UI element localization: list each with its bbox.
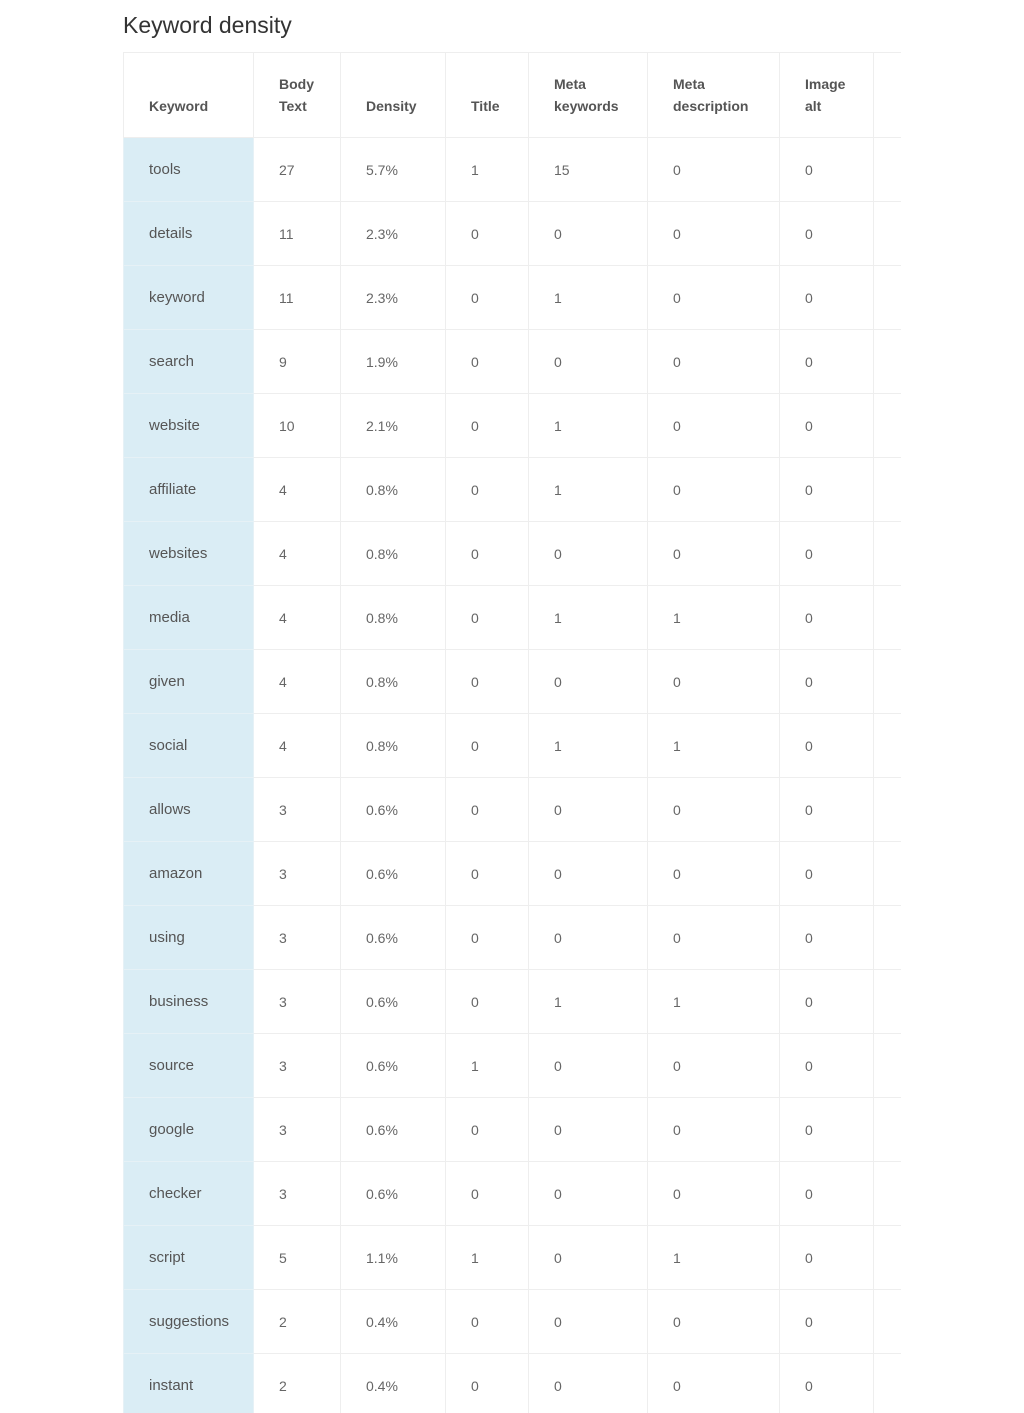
cell-keyword: amazon — [124, 842, 254, 906]
table-scroll-container[interactable] — [123, 52, 901, 1413]
cell-meta-description: 0 — [648, 1162, 780, 1226]
cell-density: 0.8% — [341, 650, 446, 714]
cell-body-text: 4 — [254, 650, 341, 714]
table-row — [124, 522, 902, 586]
cell-body-text: 11 — [254, 202, 341, 266]
cell-density: 2.3% — [341, 202, 446, 266]
cell-meta-description: 0 — [648, 138, 780, 202]
cell-meta-description: 0 — [648, 394, 780, 458]
cell-keyword: source — [124, 1034, 254, 1098]
cell-keyword: checker — [124, 1162, 254, 1226]
cell-image-alt: 0 — [780, 1354, 874, 1413]
cell-meta-description: 0 — [648, 202, 780, 266]
cell-cut-off — [874, 778, 902, 842]
cell-keyword: websites — [124, 522, 254, 586]
cell-body-text: 4 — [254, 458, 341, 522]
cell-cut-off — [874, 330, 902, 394]
cell-image-alt: 0 — [780, 394, 874, 458]
table-row — [124, 266, 902, 330]
cell-image-alt: 0 — [780, 842, 874, 906]
table-row — [124, 394, 902, 458]
cell-body-text: 27 — [254, 138, 341, 202]
cell-meta-keywords: 0 — [529, 1034, 648, 1098]
cell-density: 0.6% — [341, 970, 446, 1034]
cell-title: 1 — [446, 138, 529, 202]
cell-image-alt: 0 — [780, 650, 874, 714]
cell-meta-description: 0 — [648, 458, 780, 522]
cell-density: 2.3% — [341, 266, 446, 330]
cell-title: 0 — [446, 522, 529, 586]
cell-keyword: website — [124, 394, 254, 458]
cell-body-text: 3 — [254, 1034, 341, 1098]
cell-title: 0 — [446, 714, 529, 778]
cell-image-alt: 0 — [780, 1098, 874, 1162]
cell-image-alt: 0 — [780, 906, 874, 970]
cell-body-text: 2 — [254, 1354, 341, 1413]
cell-cut-off — [874, 522, 902, 586]
cell-density: 0.8% — [341, 522, 446, 586]
cell-image-alt: 0 — [780, 586, 874, 650]
cell-density: 0.8% — [341, 586, 446, 650]
table-row — [124, 586, 902, 650]
header-cut-off-column — [874, 53, 902, 138]
cell-image-alt: 0 — [780, 1290, 874, 1354]
cell-meta-description: 1 — [648, 1226, 780, 1290]
cell-density: 0.6% — [341, 1162, 446, 1226]
cell-title: 0 — [446, 1354, 529, 1413]
cell-title: 1 — [446, 1226, 529, 1290]
cell-cut-off — [874, 1354, 902, 1413]
cell-density: 0.6% — [341, 778, 446, 842]
cell-body-text: 3 — [254, 778, 341, 842]
cell-meta-description: 0 — [648, 842, 780, 906]
cell-density: 0.4% — [341, 1290, 446, 1354]
cell-body-text: 4 — [254, 586, 341, 650]
cell-meta-description: 0 — [648, 650, 780, 714]
cell-body-text: 5 — [254, 1226, 341, 1290]
cell-cut-off — [874, 394, 902, 458]
cell-meta-keywords: 0 — [529, 522, 648, 586]
cell-body-text: 3 — [254, 906, 341, 970]
cell-density: 5.7% — [341, 138, 446, 202]
header-keyword[interactable]: Keyword — [124, 53, 254, 138]
cell-meta-description: 0 — [648, 778, 780, 842]
cell-density: 2.1% — [341, 394, 446, 458]
table-row — [124, 906, 902, 970]
cell-keyword: details — [124, 202, 254, 266]
cell-meta-keywords: 0 — [529, 778, 648, 842]
cell-title: 0 — [446, 1290, 529, 1354]
cell-density: 0.6% — [341, 1034, 446, 1098]
cell-keyword: allows — [124, 778, 254, 842]
cell-meta-keywords: 0 — [529, 650, 648, 714]
cell-meta-keywords: 0 — [529, 1226, 648, 1290]
table-header-row — [124, 53, 902, 138]
cell-keyword: using — [124, 906, 254, 970]
table-row — [124, 330, 902, 394]
cell-cut-off — [874, 906, 902, 970]
cell-meta-keywords: 1 — [529, 586, 648, 650]
cell-image-alt: 0 — [780, 1162, 874, 1226]
cell-meta-description: 1 — [648, 970, 780, 1034]
cell-meta-keywords: 0 — [529, 1354, 648, 1413]
cell-image-alt: 0 — [780, 458, 874, 522]
cell-meta-keywords: 15 — [529, 138, 648, 202]
table-row — [124, 1098, 902, 1162]
table-row — [124, 1354, 902, 1413]
cell-meta-description: 1 — [648, 586, 780, 650]
cell-cut-off — [874, 1162, 902, 1226]
cell-cut-off — [874, 714, 902, 778]
cell-body-text: 3 — [254, 970, 341, 1034]
header-density[interactable]: Density — [341, 53, 446, 138]
cell-density: 0.6% — [341, 906, 446, 970]
cell-keyword: search — [124, 330, 254, 394]
cell-meta-description: 0 — [648, 1354, 780, 1413]
table-row — [124, 1162, 902, 1226]
cell-meta-description: 1 — [648, 714, 780, 778]
cell-body-text: 3 — [254, 842, 341, 906]
cell-density: 0.8% — [341, 714, 446, 778]
cell-title: 0 — [446, 1162, 529, 1226]
cell-meta-description: 0 — [648, 1098, 780, 1162]
cell-title: 1 — [446, 1034, 529, 1098]
cell-meta-keywords: 0 — [529, 906, 648, 970]
cell-keyword: media — [124, 586, 254, 650]
cell-cut-off — [874, 202, 902, 266]
cell-title: 0 — [446, 458, 529, 522]
cell-cut-off — [874, 266, 902, 330]
cell-image-alt: 0 — [780, 522, 874, 586]
cell-body-text: 3 — [254, 1162, 341, 1226]
cell-image-alt: 0 — [780, 266, 874, 330]
cell-title: 0 — [446, 586, 529, 650]
cell-title: 0 — [446, 202, 529, 266]
cell-density: 1.9% — [341, 330, 446, 394]
cell-meta-keywords: 0 — [529, 1290, 648, 1354]
cell-cut-off — [874, 650, 902, 714]
cell-keyword: affiliate — [124, 458, 254, 522]
cell-meta-description: 0 — [648, 522, 780, 586]
cell-title: 0 — [446, 970, 529, 1034]
cell-keyword: instant — [124, 1354, 254, 1413]
header-image-alt[interactable]: Image alt — [780, 53, 874, 138]
cell-keyword: script — [124, 1226, 254, 1290]
cell-meta-keywords: 1 — [529, 266, 648, 330]
cell-body-text: 2 — [254, 1290, 341, 1354]
table-row — [124, 842, 902, 906]
table-row — [124, 970, 902, 1034]
cell-keyword: given — [124, 650, 254, 714]
cell-keyword: google — [124, 1098, 254, 1162]
cell-title: 0 — [446, 906, 529, 970]
table-row — [124, 1226, 902, 1290]
cell-meta-keywords: 0 — [529, 330, 648, 394]
table-row — [124, 778, 902, 842]
cell-image-alt: 0 — [780, 138, 874, 202]
cell-image-alt: 0 — [780, 714, 874, 778]
cell-keyword: social — [124, 714, 254, 778]
cell-meta-description: 0 — [648, 266, 780, 330]
cell-keyword: suggestions — [124, 1290, 254, 1354]
cell-meta-description: 0 — [648, 906, 780, 970]
cell-density: 0.6% — [341, 1098, 446, 1162]
cell-cut-off — [874, 138, 902, 202]
table-row — [124, 714, 902, 778]
cell-image-alt: 0 — [780, 202, 874, 266]
cell-density: 0.8% — [341, 458, 446, 522]
page-title: Keyword density — [123, 12, 292, 38]
cell-cut-off — [874, 458, 902, 522]
cell-meta-keywords: 0 — [529, 1098, 648, 1162]
cell-title: 0 — [446, 266, 529, 330]
table-row — [124, 202, 902, 266]
cell-cut-off — [874, 1034, 902, 1098]
cell-cut-off — [874, 842, 902, 906]
cell-meta-keywords: 1 — [529, 458, 648, 522]
cell-image-alt: 0 — [780, 1034, 874, 1098]
cell-title: 0 — [446, 330, 529, 394]
header-title[interactable]: Title — [446, 53, 529, 138]
cell-density: 1.1% — [341, 1226, 446, 1290]
cell-density: 0.6% — [341, 842, 446, 906]
table-row — [124, 1290, 902, 1354]
cell-cut-off — [874, 1098, 902, 1162]
cell-meta-description: 0 — [648, 330, 780, 394]
cell-body-text: 9 — [254, 330, 341, 394]
cell-title: 0 — [446, 394, 529, 458]
cell-cut-off — [874, 586, 902, 650]
table-row — [124, 650, 902, 714]
cell-meta-keywords: 0 — [529, 202, 648, 266]
cell-meta-keywords: 1 — [529, 714, 648, 778]
table-row — [124, 1034, 902, 1098]
cell-image-alt: 0 — [780, 1226, 874, 1290]
cell-title: 0 — [446, 842, 529, 906]
cell-meta-keywords: 0 — [529, 842, 648, 906]
cell-meta-keywords: 0 — [529, 1162, 648, 1226]
cell-body-text: 4 — [254, 714, 341, 778]
cell-cut-off — [874, 1290, 902, 1354]
cell-meta-keywords: 1 — [529, 970, 648, 1034]
cell-meta-description: 0 — [648, 1034, 780, 1098]
cell-title: 0 — [446, 778, 529, 842]
cell-image-alt: 0 — [780, 778, 874, 842]
cell-image-alt: 0 — [780, 330, 874, 394]
table-row — [124, 138, 902, 202]
cell-body-text: 11 — [254, 266, 341, 330]
cell-keyword: keyword — [124, 266, 254, 330]
cell-meta-description: 0 — [648, 1290, 780, 1354]
cell-body-text: 3 — [254, 1098, 341, 1162]
table-body — [124, 138, 902, 1413]
cell-body-text: 10 — [254, 394, 341, 458]
keyword-density-table — [123, 52, 901, 1413]
cell-image-alt: 0 — [780, 970, 874, 1034]
cell-meta-keywords: 1 — [529, 394, 648, 458]
cell-title: 0 — [446, 1098, 529, 1162]
cell-keyword: business — [124, 970, 254, 1034]
cell-body-text: 4 — [254, 522, 341, 586]
header-meta-keywords[interactable]: Meta keywords — [529, 53, 648, 138]
cell-density: 0.4% — [341, 1354, 446, 1413]
cell-cut-off — [874, 1226, 902, 1290]
header-body-text[interactable]: Body Text — [254, 53, 341, 138]
cell-title: 0 — [446, 650, 529, 714]
table-row — [124, 458, 902, 522]
header-meta-description[interactable]: Meta description — [648, 53, 780, 138]
cell-cut-off — [874, 970, 902, 1034]
cell-keyword: tools — [124, 138, 254, 202]
